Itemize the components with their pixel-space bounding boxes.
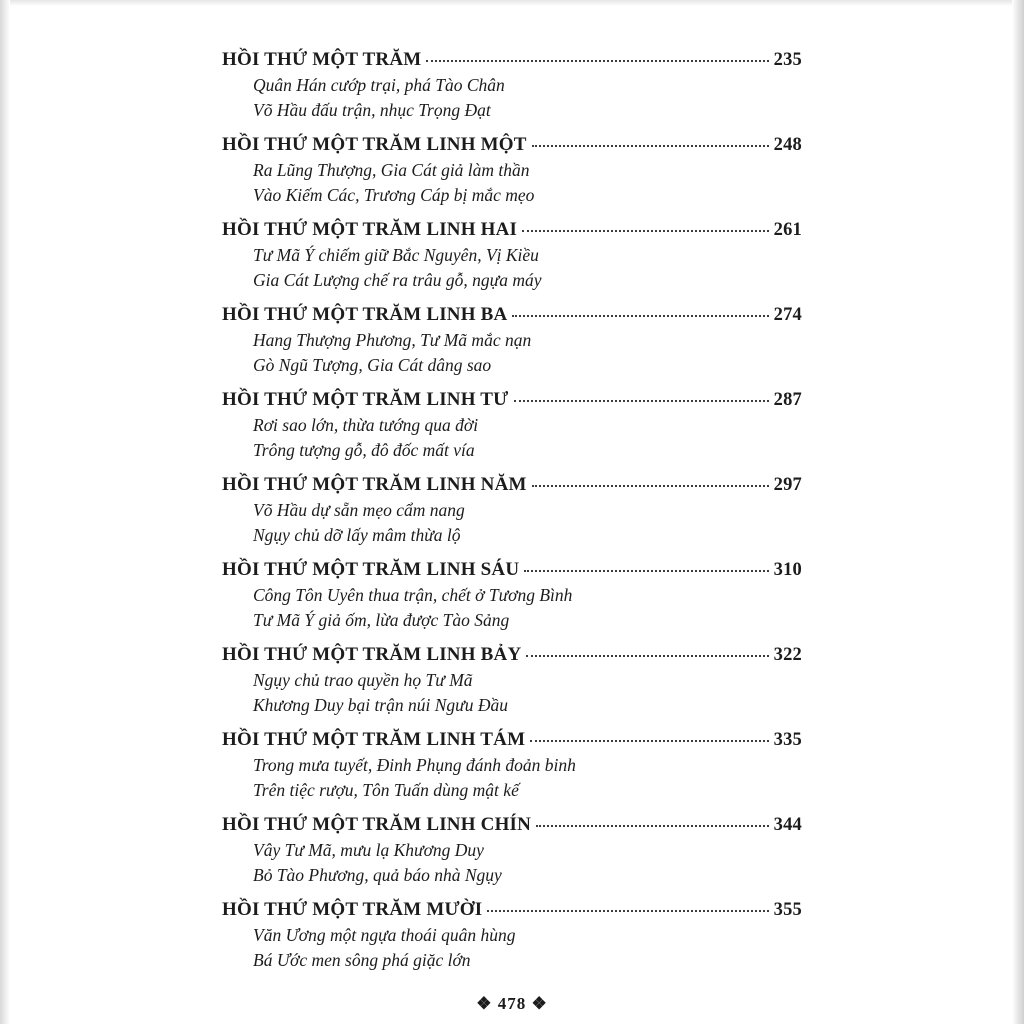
chapter-title-row (222, 812, 802, 838)
chapter-title-row (222, 642, 802, 668)
chapter-title: HỒI THỨ MỘT TRĂM LINH TƯ (222, 389, 509, 410)
chapter-page-number: 310 (773, 560, 802, 580)
chapter-title-row (222, 727, 802, 753)
chapter-page-number: 287 (773, 390, 802, 410)
chapter-subtitle: Ra Lũng Thượng, Gia Cát giả làm thần (253, 160, 530, 180)
dot-leader (530, 740, 768, 742)
chapter-subtitle: Gia Cát Lượng chế ra trâu gỗ, ngựa máy (253, 270, 542, 290)
chapter-title: HỒI THỨ MỘT TRĂM LINH NĂM (222, 474, 527, 495)
dot-leader (514, 400, 769, 402)
chapter-subtitle: Quân Hán cướp trại, phá Tào Chân (253, 75, 505, 95)
chapter-subtitle: Gò Ngũ Tượng, Gia Cát dâng sao (253, 355, 492, 375)
chapter-title: HỒI THỨ MỘT TRĂM (222, 49, 422, 70)
chapter-subtitle: Trên tiệc rượu, Tôn Tuấn dùng mật kế (253, 780, 519, 800)
chapter-page-number: 344 (773, 815, 802, 835)
chapter-title-row (222, 897, 802, 923)
toc-entry (222, 642, 802, 718)
table-of-contents (222, 47, 802, 982)
page-edge-shadow-left (0, 0, 10, 1024)
chapter-title: HỒI THỨ MỘT TRĂM MƯỜI (222, 899, 483, 920)
chapter-page-number: 248 (773, 135, 802, 155)
toc-entry (222, 47, 802, 123)
toc-entry (222, 302, 802, 378)
chapter-page-number: 261 (773, 220, 802, 240)
chapter-subtitle: Rơi sao lớn, thừa tướng qua đời (253, 415, 479, 435)
chapter-title: HỒI THỨ MỘT TRĂM LINH BA (222, 304, 508, 325)
page-edge-shadow-top (0, 0, 1024, 6)
chapter-title-row (222, 302, 802, 328)
page-number-footer: ❖ 478 ❖ (476, 994, 548, 1013)
chapter-title-row (222, 472, 802, 498)
chapter-title-row (222, 387, 802, 413)
chapter-subtitle: Hang Thượng Phương, Tư Mã mắc nạn (253, 330, 532, 350)
chapter-subtitle: Khương Duy bại trận núi Ngưu Đầu (253, 695, 508, 715)
chapter-title: HỒI THỨ MỘT TRĂM LINH HAI (222, 219, 518, 240)
chapter-subtitle: Ngụy chủ dỡ lấy mâm thừa lộ (253, 525, 461, 545)
chapter-subtitle: Văn Ương một ngựa thoái quân hùng (253, 925, 516, 945)
chapter-title: HỒI THỨ MỘT TRĂM LINH CHÍN (222, 814, 532, 835)
chapter-subtitle: Vào Kiếm Các, Trương Cáp bị mắc mẹo (253, 185, 535, 205)
chapter-subtitle: Tư Mã Ý chiếm giữ Bắc Nguyên, Vị Kiều (253, 245, 539, 265)
chapter-page-number: 297 (773, 475, 802, 495)
chapter-title-row (222, 557, 802, 583)
chapter-subtitle: Công Tôn Uyên thua trận, chết ở Tương Bình (253, 585, 573, 605)
dot-leader (526, 655, 768, 657)
toc-entry (222, 387, 802, 463)
toc-entry (222, 132, 802, 208)
chapter-title-row (222, 217, 802, 243)
page-edge-shadow-right (1012, 0, 1024, 1024)
chapter-page-number: 322 (773, 645, 802, 665)
chapter-page-number: 355 (773, 900, 802, 920)
toc-entry (222, 727, 802, 803)
toc-entry (222, 897, 802, 973)
toc-entry (222, 557, 802, 633)
dot-leader (536, 825, 769, 827)
chapter-subtitle: Bỏ Tào Phương, quả báo nhà Ngụy (253, 865, 502, 885)
chapter-subtitle: Tư Mã Ý giả ốm, lừa được Tào Sảng (253, 610, 510, 630)
chapter-title-row (222, 132, 802, 158)
chapter-title: HỒI THỨ MỘT TRĂM LINH SÁU (222, 559, 520, 580)
dot-leader (522, 230, 769, 232)
chapter-subtitle: Võ Hầu đấu trận, nhục Trọng Đạt (253, 100, 491, 120)
dot-leader (426, 60, 768, 62)
chapter-subtitle: Vây Tư Mã, mưu lạ Khương Duy (253, 840, 484, 860)
chapter-page-number: 274 (773, 305, 802, 325)
dot-leader (512, 315, 768, 317)
dot-leader (532, 145, 769, 147)
dot-leader (532, 485, 769, 487)
chapter-title: HỒI THỨ MỘT TRĂM LINH MỘT (222, 134, 527, 155)
chapter-subtitle: Võ Hầu dự sẵn mẹo cẩm nang (253, 500, 465, 520)
dot-leader (487, 910, 768, 912)
chapter-subtitle: Trông tượng gỗ, đô đốc mất vía (253, 440, 475, 460)
toc-entry (222, 812, 802, 888)
chapter-subtitle: Ngụy chủ trao quyền họ Tư Mã (253, 670, 473, 690)
chapter-title: HỒI THỨ MỘT TRĂM LINH TÁM (222, 729, 526, 750)
chapter-page-number: 335 (773, 730, 802, 750)
chapter-title-row (222, 47, 802, 73)
chapter-subtitle: Bá Ước men sông phá giặc lớn (253, 950, 471, 970)
toc-entry (222, 472, 802, 548)
chapter-page-number: 235 (773, 50, 802, 70)
chapter-subtitle: Trong mưa tuyết, Đinh Phụng đánh đoản binh (253, 755, 576, 775)
chapter-title: HỒI THỨ MỘT TRĂM LINH BẢY (222, 644, 522, 665)
dot-leader (524, 570, 768, 572)
toc-entry (222, 217, 802, 293)
